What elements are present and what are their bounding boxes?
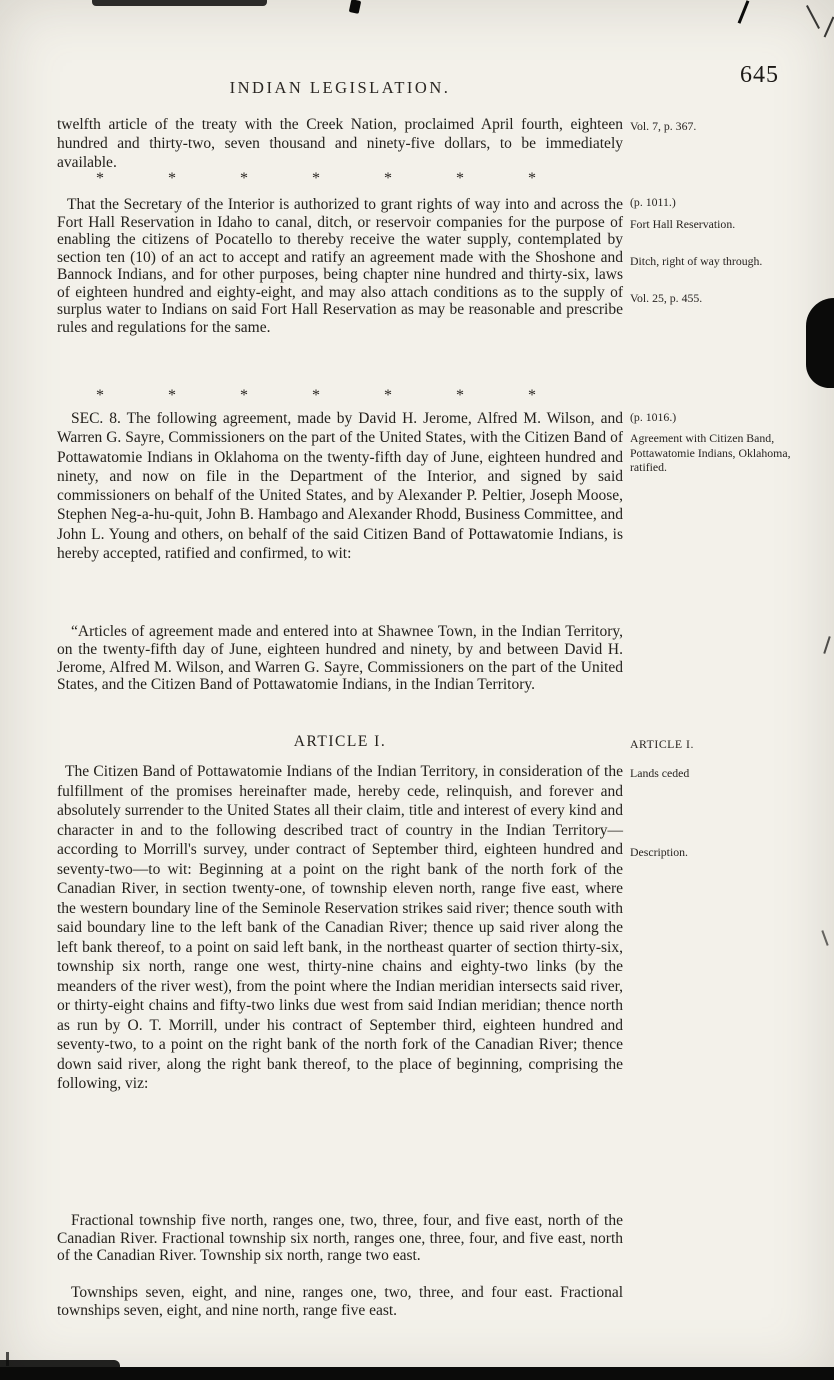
scan-artifact-bottom-edge [0, 1360, 120, 1370]
margin-note-description: Description. [630, 845, 688, 859]
scan-artifact [349, 0, 361, 14]
article-one-heading: ARTICLE I. [293, 733, 387, 750]
paragraph-treaty-continuation: twelfth article of the treaty with the Creek Nation, proclaimed April fourth, eighteen hundred and thirty-two, seven thousand and ninety-five dollars, to be immediately available. [57, 116, 623, 171]
paragraph-land-cession: The Citizen Band of Pottawatomie Indians of the Indian Territory, in consideration of the fulfillment of the promises hereinafter made, hereby cede, relinquish, and forever and absolutely surrender to the United States all their claim, title and interest of every kind and character in and to the following described tract of country in the Indian Territory—according to Morrill's survey, under contract of September third, eighteen hundred and seventy-two—to wit: Beginning at a point on the right bank of the north fork of the Canadian River, in section twenty-one, of township eleven north, range five east, where the western boundary line of the Seminole Reservation strikes said river; thence south with said boundary line to the left bank of the Canadian River; thence up said river along the left bank thereof, to a point on said left bank, in the northeast quarter of section thirty-six, township six north, range one west, thirty-nine chains and eighty-two links (by the meanders of the river west), from the point where the Indian meridian intersects said river, or thirty-eight chains and fifty-two links due west from said Indian meridian; thence north as run by O. T. Morrill, under his contract of September third, eighteen hundred and seventy-two, to a point on the right bank of the north fork of the Canadian River; thence down said river, along the right bank thereof, to the place of beginning, comprising the following, viz: [57, 763, 623, 1092]
scan-artifact-ink-blot [806, 298, 834, 388]
paragraph-secretary-rights-of-way: That the Secretary of the Interior is authorized to grant rights of way into and across the Fort Hall Reservation in Idaho to canal, ditch, or reservoir companies for the purpose of enabling the citizens of Pocatello to thereby receive the water supply, contemplated by section ten (10) of an act to accept and ratify an agreement made with the Shoshone and Bannock Indians, and for other purposes, being chapter nine hundred and thirty-six, laws of eighteen hundred and eighty-eight, and may also attach conditions as to the supply of surplus water to Indians on said Fort Hall Reservation as may be reasonable and prescribe rules and regulations for the same. [57, 196, 623, 336]
margin-note-vol25: Vol. 25, p. 455. [630, 291, 703, 305]
margin-note-p1011: (p. 1011.) [630, 195, 676, 209]
margin-note-ditch-right-of-way: Ditch, right of way through. [630, 254, 763, 268]
margin-note-p1016: (p. 1016.) [630, 410, 677, 424]
scan-artifact-bottom-edge [0, 1367, 834, 1380]
scan-artifact [824, 17, 834, 38]
scan-artifact [738, 0, 750, 23]
paragraph-townships: Townships seven, eight, and nine, ranges one, two, three, and four east. Fractional townships seven, eight, and nine north, range five east. [57, 1284, 623, 1320]
paragraph-fractional-townships: Fractional township five north, ranges one, two, three, four, and five east, north of the Canadian River. Fractional township six north, ranges one, three, four, and five east, north of the Canadian River. Township six north, range two east. [57, 1212, 623, 1265]
margin-note-article1: ARTICLE I. [630, 737, 694, 751]
scan-artifact [92, 0, 267, 6]
margin-note-lands-ceded: Lands ceded [630, 766, 690, 780]
margin-note-fort-hall: Fort Hall Reservation. [630, 217, 736, 231]
margin-note-vol7: Vol. 7, p. 367. [630, 119, 697, 133]
paragraph-articles-of-agreement: “Articles of agreement made and entered into at Shawnee Town, in the Indian Territory, on the twenty-fifth day of June, eighteen hundred and ninety, by and between David H. Jerome, Alfred M. Wilson, and Warren G. Sayre, Commissioners on the part of the United States, and the Citizen Band of Pottawatomie Indians, in the Indian Territory. [57, 623, 623, 694]
paragraph-sec8-agreement: SEC. 8. The following agreement, made by David H. Jerome, Alfred M. Wilson, and Warren G. Sayre, Commissioners on the part of the United States, with the Citizen Band of Pottawatomie Indians in Oklahoma on the twenty-fifth day of June, eighteen hundred and ninety, and now on file in the Department of the Interior, and signed by said commissioners on behalf of the United States, and by Alexander P. Peltier, Joseph Moose, Stephen Neg-a-hu-quit, John B. Hambago and Alexander Rhodd, Business Committee, and John L. Young and others, on behalf of the said Citizen Band of Pottawatomie Indians, is hereby accepted, ratified and confirmed, to wit: [57, 410, 623, 563]
asterisk-separator: * * * * * * * [96, 387, 536, 404]
asterisk-separator: * * * * * * * [96, 170, 536, 187]
scan-artifact [806, 5, 820, 29]
margin-note-agreement-ratified: Agreement with Citizen Band, Pottawatomie Indians, Oklahoma, ratified. [630, 431, 791, 474]
scan-artifact [823, 636, 830, 654]
scan-artifact [821, 930, 828, 946]
page-number: 645 [740, 62, 779, 88]
running-head: INDIAN LEGISLATION. [229, 78, 451, 97]
